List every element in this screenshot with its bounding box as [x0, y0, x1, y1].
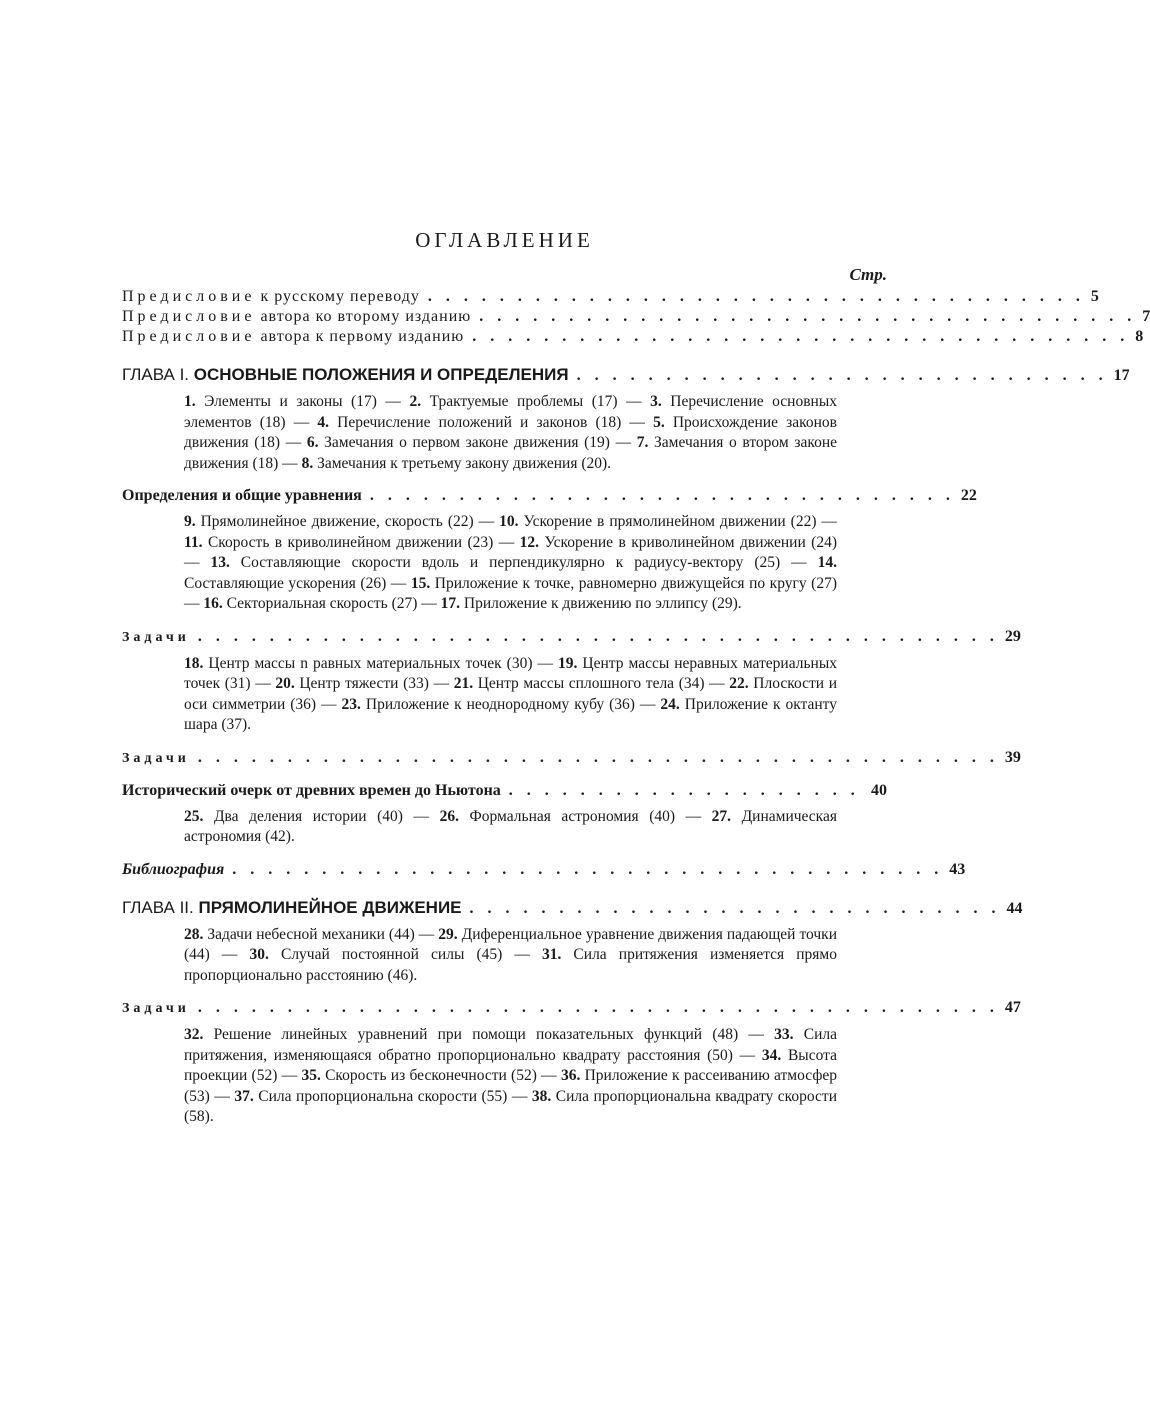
- chapter-title: ОСНОВНЫЕ ПОЛОЖЕНИЯ И ОПРЕДЕЛЕНИЯ: [193, 365, 569, 384]
- toc-entry-chapter-1[interactable]: [122, 365, 1130, 386]
- preface-word: Предисловие: [122, 288, 256, 305]
- preface-rest: к русскому переводу: [260, 288, 420, 305]
- leader-dots: . . . . . . . . . . . . . . . . . . . . . . . . . . . . . . . . . . . . . . . . . . . . .: [197, 627, 999, 645]
- toc-entry-tasks-3[interactable]: [122, 998, 1021, 1019]
- leader-dots: . . . . . . . . . . . . . . . . . . . . . . . . . . . . . . . . . . . . . . . .: [232, 860, 944, 878]
- toc-entry-history[interactable]: [122, 781, 887, 801]
- toc-page-number: 29: [1004, 627, 1021, 645]
- toc-entry-chapter-2[interactable]: [122, 897, 1023, 919]
- leader-dots: . . . . . . . . . . . . . . . . . . . . . . . . . . . . . . . . .: [369, 487, 955, 504]
- leader-dots: . . . . . . . . . . . . . . . . . . . . . . . . . . . . . . . . . . . . .: [472, 328, 1130, 345]
- toc-page-number: 40: [871, 781, 887, 799]
- toc-entry-tasks-2[interactable]: [122, 748, 1021, 769]
- leader-dots: . . . . . . . . . . . . . . . . . . . .: [508, 781, 860, 799]
- table-of-contents: [122, 228, 1150, 1128]
- toc-page-number: 43: [949, 860, 966, 878]
- toc-page-number: 39: [1004, 748, 1021, 766]
- preface-rest: автора к первому изданию: [260, 328, 465, 345]
- section-title: Библиография: [122, 860, 225, 878]
- leader-dots: . . . . . . . . . . . . . . . . . . . . . . . . . . . . . . . . . . . . .: [427, 288, 1085, 305]
- toc-page-number: 22: [960, 487, 977, 504]
- toc-entry-definitions[interactable]: [122, 486, 977, 506]
- leader-dots: . . . . . . . . . . . . . . . . . . . . . . . . . . . . . . . . . . . . . . . . . . . . .: [197, 748, 999, 766]
- section-title: Определения и общие уравнения: [122, 487, 362, 504]
- page-column-header: Стр.: [849, 265, 887, 284]
- chapter-prefix: ГЛАВА I.: [122, 365, 190, 384]
- toc-subsections-ch2: 28. Задачи небесной механики (44) — 29. Диференциальное уравнение движения падающей точки (44) — 30. Случай постоянной силы (45) — 31. Сила притяжения изменяется прямо пропорционально расстоянию (46).: [184, 925, 838, 984]
- leader-dots: . . . . . . . . . . . . . . . . . . . . . . . . . . . . . . . . . . . . .: [479, 308, 1137, 325]
- toc-page-number: 5: [1090, 288, 1099, 305]
- toc-page-number: 7: [1142, 308, 1150, 325]
- toc-page-number: 47: [1004, 999, 1021, 1016]
- page-title: ОГЛАВЛЕНИЕ: [415, 228, 594, 252]
- toc-entry-preface-3[interactable]: [122, 327, 1144, 347]
- section-title: Задачи: [122, 750, 190, 766]
- toc-entry-preface-2[interactable]: [122, 307, 1150, 327]
- preface-rest: автора ко второму изданию: [260, 308, 472, 325]
- leader-dots: . . . . . . . . . . . . . . . . . . . . . . . . . . . . . . . . . . . . . . . . . . . . .: [197, 999, 999, 1016]
- toc-subsections-ch1: 1. Элементы и законы (17) — 2. Трактуемые проблемы (17) — 3. Перечисление основных элементов (18) — 4. Перечисление положений и законов (18) — 5. Происхождение законов движения (18) — 6. Замечания о первом законе движения (19) — 7. Замечания о втором законе движения (18) — 8. Замечания к третьему закону движения (20).: [184, 393, 838, 472]
- toc-subsections-tasks-1: 18. Центр массы n равных материальных точек (30) — 19. Центр массы неравных материальных точек (31) — 20. Центр тяжести (33) — 21. Центр массы сплошного тела (34) — 22. Плоскости и оси симметрии (36) — 23. Приложение к неоднородному кубу (36) — 24. Приложение к октанту шара (37).: [184, 654, 838, 733]
- section-title: Задачи: [122, 629, 190, 645]
- toc-subsections-definitions: 9. Прямолинейное движение, скорость (22) — 10. Ускорение в прямолинейном движении (22) — 11. Скорость в криволинейном движении (23) — 12. Ускорение в криволинейном движении (24) — 13. Составляющие скорости вдоль и перпендикулярно к радиусу-вектору (25) — 14. Составляющие ускорения (26) — 15. Приложение к точке, равномерно движущейся по кругу (27) — 16. Секториальная скорость (27) — 17. Приложение к движению по эллипсу (29).: [184, 513, 838, 612]
- toc-page-number: 17: [1113, 367, 1130, 384]
- preface-word: Предисловие: [122, 308, 256, 325]
- section-title: Исторический очерк от древних времен до Ньютона: [122, 781, 501, 799]
- toc-entry-tasks-1[interactable]: [122, 627, 1021, 648]
- chapter-title: ПРЯМОЛИНЕЙНОЕ ДВИЖЕНИЕ: [198, 897, 462, 917]
- toc-entry-preface-1[interactable]: [122, 287, 1099, 307]
- toc-subsections-tasks-3: 32. Решение линейных уравнений при помощи показательных функций (48) — 33. Сила притяжения, изменяющаяся обратно пропорционально квадрату расстояния (50) — 34. Высота проекции (52) — 35. Скорость из бесконечности (52) — 36. Приложение к рассеиванию атмосфер (53) — 37. Сила пропорциональна скорости (55) — 38. Сила пропорциональна квадрату скорости (58).: [184, 1026, 838, 1125]
- chapter-prefix: ГЛАВА II.: [122, 897, 194, 917]
- toc-entry-bibliography[interactable]: [122, 860, 966, 880]
- leader-dots: . . . . . . . . . . . . . . . . . . . . . . . . . . . . . .: [576, 367, 1108, 384]
- preface-word: Предисловие: [122, 328, 256, 345]
- toc-subsections-history: 25. Два деления истории (40) — 26. Формальная астрономия (40) — 27. Динамическая астрономия (42).: [184, 807, 837, 845]
- toc-page-number: 8: [1135, 328, 1144, 345]
- leader-dots: . . . . . . . . . . . . . . . . . . . . . . . . . . . . . .: [469, 899, 1001, 917]
- section-title: Задачи: [122, 1001, 190, 1016]
- toc-page-number: 44: [1006, 899, 1023, 917]
